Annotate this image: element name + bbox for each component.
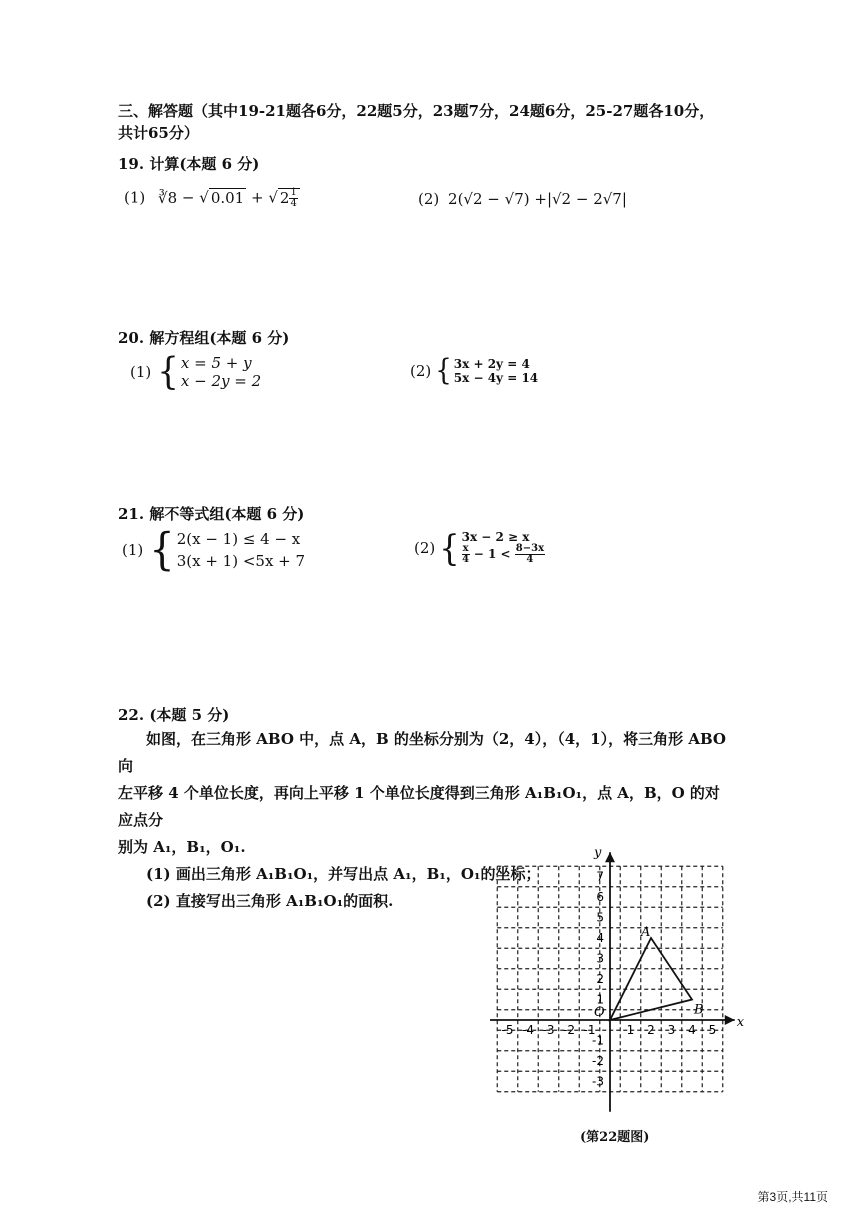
q20-part1-row1: x = 5 + y: [180, 354, 252, 372]
q21-part2-row1: 3x − 2 ≥ x: [461, 530, 530, 544]
q21-part1-row2: 3(x + 1) <5x + 7: [176, 552, 306, 570]
q19-part2-label: (2): [418, 190, 440, 208]
q22-line3: 别为 A₁，B₁，O₁.: [118, 838, 246, 856]
x-tick-label: -2: [563, 1023, 575, 1037]
x-axis-label: x: [736, 1015, 745, 1030]
y-tick-label: 2: [596, 972, 604, 986]
point-b-label: B: [694, 1002, 704, 1018]
section-title: [118, 100, 718, 144]
y-tick-label: 7: [596, 869, 604, 884]
q22-heading: 22. (本题 5 分): [118, 706, 230, 724]
section-title-line2: 共计65分）: [118, 124, 199, 142]
x-tick-label: -3: [542, 1023, 555, 1037]
x-tick-label: -1: [583, 1023, 596, 1037]
q19-part2-b: +|√2 − 2√7|: [534, 190, 627, 208]
y-tick-label: 4: [596, 931, 604, 945]
x-tick-label: 1: [626, 1023, 635, 1037]
q21-part2-row2: $\frac{x}{4}$ − 1 < $\frac{8-3x}{4}$: [462, 543, 545, 565]
x-tick-label: -4: [522, 1023, 534, 1037]
q21-part1: (1) { 2(x − 1) ≤ 4 − x 3(x + 1) <5x + 7: [122, 524, 306, 576]
q19-part1-whole: 2: [279, 188, 290, 207]
y-tick-label: 1: [596, 992, 604, 1007]
q19-part2-a: 2(√2 − √7): [448, 190, 530, 208]
q20-part2-row1: 3x + 2y = 4: [453, 357, 530, 371]
q21-heading: 21. 解不等式组(本题 6 分): [118, 505, 305, 523]
x-tick-label: 5: [708, 1023, 717, 1037]
q21-part2: (2) { 3x − 2 ≥ x $\frac{x}{4}$ − 1 < $\frac{8-3x}{4}$: [414, 526, 545, 569]
figure-caption: (第22题图): [580, 1130, 650, 1145]
x-tick-label: 4: [688, 1023, 696, 1037]
q20-part2: (2) { 3x + 2y = 4 5x − 4y = 14: [410, 354, 539, 388]
x-tick-label: -5: [501, 1023, 514, 1037]
y-axis-label: y: [594, 845, 602, 861]
x-tick-label: 2: [647, 1023, 655, 1037]
y-axis-arrow: [605, 852, 615, 862]
q20-part1-row2: x − 2y = 2: [180, 372, 262, 390]
origin-label: O: [594, 1005, 605, 1020]
q19-heading: 19. 计算(本题 6 分): [118, 155, 260, 173]
q19-part1-label: (1): [124, 188, 146, 207]
x-axis-arrow: [725, 1015, 735, 1025]
y-tick-label: -3: [592, 1074, 604, 1089]
q21-part1-row1: 2(x − 1) ≤ 4 − x: [176, 530, 301, 548]
section-title-line1: 三、解答题（其中19-21题各6分，22题5分，23题7分，24题6分，25-27题各10分，: [118, 102, 715, 120]
q22-line1: 如图，在三角形 ABO 中，点 A，B 的坐标分别为（2，4），（4，1），将三角形 ABO 向: [118, 730, 727, 775]
q21-part1-label: (1): [122, 541, 144, 559]
q21-part2-label: (2): [414, 538, 436, 557]
q19-part1-sqrt-value: 0.01: [210, 188, 245, 207]
coordinate-grid: [490, 820, 760, 1120]
q19-part2: [418, 190, 627, 208]
y-tick-label: -2: [592, 1054, 604, 1068]
y-tick-label: -1: [592, 1033, 604, 1048]
point-a-label: A: [641, 925, 651, 940]
y-tick-label: 3: [596, 951, 604, 966]
q22-line2: 左平移 4 个单位长度，再向上平移 1 个单位长度得到三角形 A₁B₁O₁，点 A，B，O 的对应点分: [118, 784, 720, 829]
coordinate-grid-figure: [490, 820, 760, 1120]
page-number: 第3页,共11页: [757, 1190, 828, 1204]
q20-heading: 20. 解方程组(本题 6 分): [118, 329, 290, 347]
q22-item1: (1) 画出三角形 A₁B₁O₁，并写出点 A₁，B₁，O₁的坐标；: [146, 865, 541, 883]
y-tick-label: 5: [596, 910, 604, 925]
q19-part1: (1) ∛8 − √ 0.01 + √ 2 $\frac{1}{4}$: [124, 188, 300, 209]
q19-part1-cbrt: ∛8: [158, 188, 178, 207]
q20-part2-row2: 5x − 4y = 14: [453, 371, 539, 385]
triangle-abo: [610, 938, 692, 1020]
q22-item2: (2) 直接写出三角形 A₁B₁O₁的面积.: [146, 892, 394, 910]
q20-part1-label: (1): [130, 363, 152, 381]
x-tick-label: 3: [667, 1023, 676, 1037]
q19-part1-fraction: $\frac{1}{4}$: [290, 187, 297, 209]
y-tick-label: 6: [596, 890, 604, 904]
q20-part2-label: (2): [410, 362, 432, 380]
q20-part1: (1) { x = 5 + y x − 2y = 2: [130, 350, 262, 394]
